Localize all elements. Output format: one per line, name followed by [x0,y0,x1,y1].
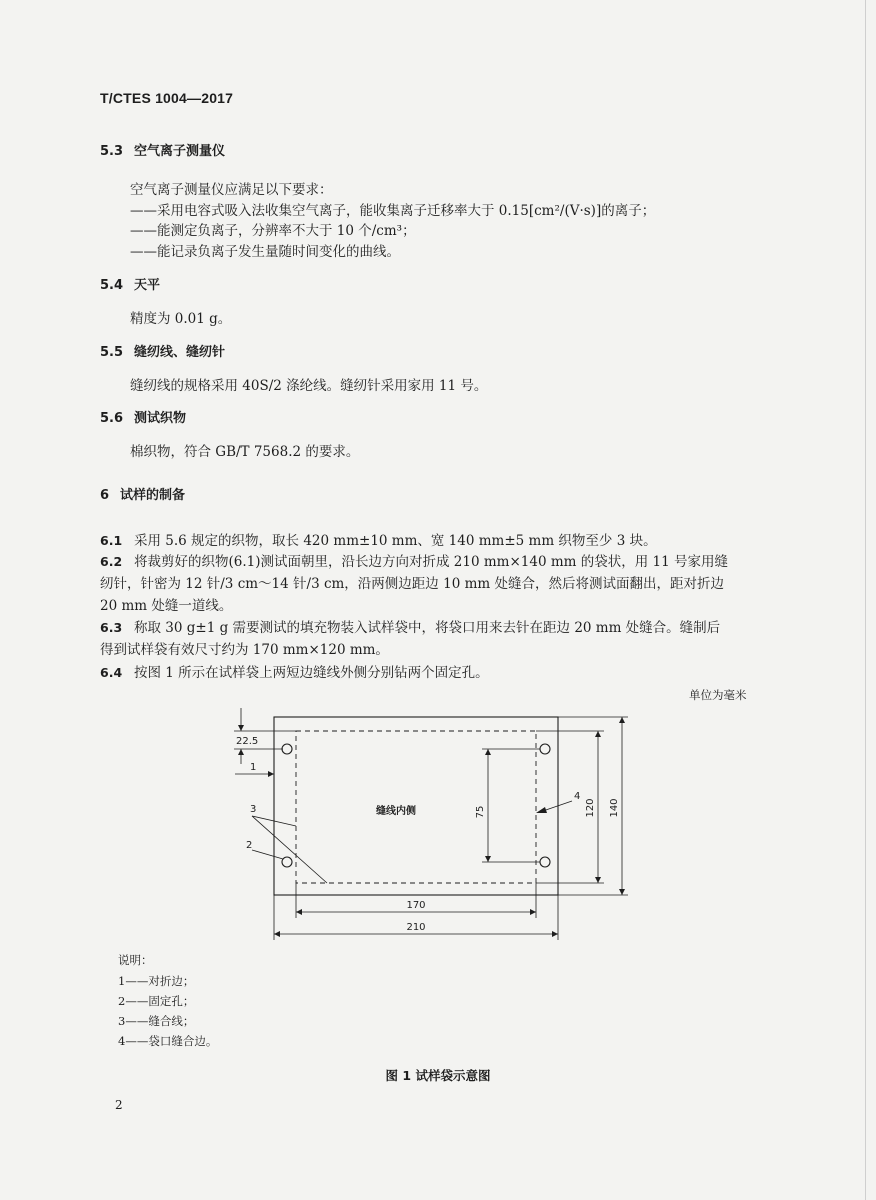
legend-item: 3——缝合线； [118,1014,195,1028]
seam-line [296,731,536,883]
chapter-number: 6 [100,488,110,503]
standard-code: T/CTES 1004—2017 [100,90,234,106]
inner-seam-label: 缝线内侧 [376,806,416,817]
dimension-label: 120 [585,798,596,818]
fixing-hole [282,744,292,754]
callout-label: 2 [246,840,253,851]
list-item: ——能记录负离子发生量随时间变化的曲线。 [130,244,400,260]
clause-number: 6.4 [100,665,123,680]
clause-text-line: 得到试样袋有效尺寸约为 170 mm×120 mm。 [100,642,389,658]
fixing-hole [540,857,550,867]
callout-label: 3 [250,804,257,815]
callout-label: 4 [574,791,581,802]
legend-item: 1——对折边； [118,974,195,988]
list-item: ——采用电容式吸入法收集空气离子，能收集离子迁移率大于 0.15[cm²/(V·s)]的离子； [130,203,656,219]
section-title: 天平 [134,278,161,293]
unit-note: 单位为毫米 [689,688,747,702]
clause-text: 将裁剪好的织物(6.1)测试面朝里，沿长边方向对折成 210 mm×140 mm 的袋状，用 11 号家用缝 [134,554,728,570]
paragraph: 精度为 0.01 g。 [130,311,232,327]
legend-title: 说明： [118,953,153,967]
section-title: 缝纫线、缝纫针 [134,345,226,360]
section-number: 5.5 [100,345,124,360]
dimension-label: 140 [609,798,620,818]
section-title: 空气离子测量仪 [134,144,226,159]
clause-text: 按图 1 所示在试样袋上两短边缝线外侧分别钻两个固定孔。 [134,665,489,681]
section-number: 5.6 [100,411,124,426]
paragraph: 缝纫线的规格采用 40S/2 涤纶线。缝纫针采用家用 11 号。 [130,378,488,394]
callout-label: 1 [250,762,257,773]
clause-number: 6.1 [100,533,123,548]
list-item: ——能测定负离子，分辨率不大于 10 个/cm³； [130,223,416,239]
clause-text: 采用 5.6 规定的织物，取长 420 mm±10 mm、宽 140 mm±5 mm 织物至少 3 块。 [134,533,657,549]
paragraph: 棉织物，符合 GB/T 7568.2 的要求。 [130,444,360,460]
bag-outline [274,717,558,895]
clause-number: 6.3 [100,620,123,635]
legend-item: 4——袋口缝合边。 [118,1034,218,1048]
paragraph: 空气离子测量仪应满足以下要求： [130,182,333,198]
dimension-label: 75 [475,805,486,819]
page-number: 2 [115,1098,123,1112]
legend-item: 2——固定孔； [118,994,195,1008]
chapter-title: 试样的制备 [120,488,186,503]
dimension-label: 210 [406,922,426,933]
dimension-label: 22.5 [236,736,259,747]
clause-text-line: 20 mm 处缝一道线。 [100,598,233,614]
section-title: 测试织物 [134,411,187,426]
fixing-hole [540,744,550,754]
clause-text: 称取 30 g±1 g 需要测试的填充物装入试样袋中，将袋口用来去针在距边 20 mm 处缝合。缝制后 [134,620,721,636]
dimension-label: 170 [406,900,426,911]
clause-text-line: 纫针，针密为 12 针/3 cm～14 针/3 cm，沿两侧边距边 10 mm 处缝合，然后将测试面翻出，距对折边 [100,576,724,592]
section-number: 5.4 [100,278,124,293]
section-number: 5.3 [100,144,124,159]
fixing-hole [282,857,292,867]
clause-number: 6.2 [100,554,123,569]
figure-caption: 图 1 试样袋示意图 [385,1068,491,1083]
